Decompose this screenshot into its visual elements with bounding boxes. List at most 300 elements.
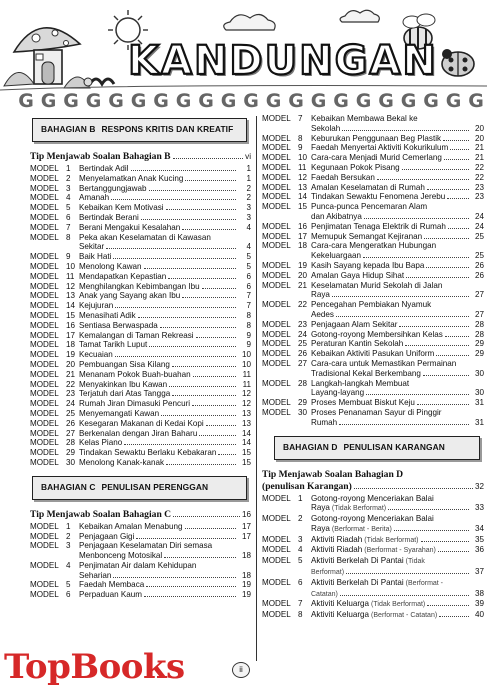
toc-entry[interactable]: [30, 419, 251, 429]
toc-entry[interactable]: [262, 143, 484, 153]
toc-entry[interactable]: [262, 494, 484, 515]
entry-body: [311, 143, 484, 153]
model-number: 13: [298, 182, 308, 192]
toc-entry[interactable]: [30, 272, 251, 282]
entry-page: 9: [246, 340, 251, 350]
entry-line: [311, 578, 484, 589]
entry-body: [79, 429, 251, 439]
entry-line: [311, 114, 484, 124]
model-number: 3: [66, 541, 71, 551]
entry-title: Kekeluargaan: [311, 251, 361, 261]
toc-entry[interactable]: [262, 300, 484, 320]
entry-body: [311, 349, 484, 359]
ring-icon: G: [288, 90, 304, 112]
entry-line: [311, 514, 484, 524]
model-number: 28: [298, 378, 308, 388]
entry-line: [79, 242, 251, 252]
toc-entry[interactable]: [30, 350, 251, 360]
entry-line: [311, 232, 484, 242]
ring-icon: G: [423, 90, 439, 112]
model-number: 2: [66, 173, 71, 183]
model-number: 22: [66, 379, 76, 389]
model-label: MODEL: [262, 339, 291, 349]
model-number: 7: [66, 222, 71, 232]
model-number: 7: [298, 114, 303, 123]
entry-page: 37: [474, 567, 484, 577]
model-number: 26: [66, 418, 76, 428]
entry-body: [311, 271, 484, 281]
model-number: 1: [66, 164, 71, 173]
model-label: MODEL: [262, 202, 291, 212]
toc-entry[interactable]: [262, 578, 484, 600]
left-column: [30, 114, 251, 600]
model-label: MODEL: [30, 164, 59, 173]
tip-c[interactable]: [30, 510, 251, 521]
entry-page: 4: [246, 242, 251, 252]
tip-text: Tip Menjawab Soalan Bahagian D: [262, 468, 404, 480]
entry-title: Kelas Piano: [79, 438, 123, 448]
toc-entry[interactable]: [30, 409, 251, 419]
entry-body: [311, 192, 484, 202]
model-number: 2: [66, 531, 71, 541]
toc-entry[interactable]: [30, 532, 251, 542]
entry-line: [311, 192, 484, 202]
ring-icon: G: [108, 90, 124, 112]
entry-line: [311, 369, 484, 379]
model-label: MODEL: [30, 203, 59, 213]
entry-page: 18: [241, 570, 251, 580]
model-number: 8: [66, 232, 71, 242]
entry-body: [79, 561, 251, 581]
entry-body: [311, 535, 484, 546]
toc-entry[interactable]: [30, 331, 251, 341]
entry-title: Kejujuran: [79, 301, 114, 311]
model-number: 7: [298, 599, 303, 609]
model-label: MODEL: [262, 378, 291, 388]
entry-page: 22: [474, 162, 484, 172]
toc-entry[interactable]: [30, 399, 251, 409]
section-label: BAHAGIAN C: [41, 481, 96, 492]
entry-body: [311, 556, 484, 578]
entry-line: [79, 321, 251, 331]
model-label: MODEL: [262, 599, 291, 609]
model-label: MODEL: [30, 359, 59, 369]
toc-entry[interactable]: [30, 389, 251, 399]
entry-page: 4: [246, 222, 251, 232]
entry-page: 13: [241, 408, 251, 418]
entry-title: Menghilangkan Kebimbangan Ibu: [79, 281, 200, 291]
toc-entry[interactable]: [30, 580, 251, 590]
model-number: 17: [298, 231, 308, 241]
entry-line: [79, 311, 251, 321]
topbooks-logo: TopBooks: [4, 647, 185, 687]
entry-title: Cara-cara Menjadi Murid Cemerlang: [311, 153, 442, 163]
entry-title: Aktiviti Riadah: [311, 534, 363, 544]
section-d-header: [274, 436, 480, 460]
entry-body: [79, 580, 251, 590]
toc-entry[interactable]: [262, 281, 484, 301]
entry-page: 14: [241, 438, 251, 448]
toc-entry[interactable]: [262, 359, 484, 379]
model-number: 12: [66, 281, 76, 291]
entry-title: Pencegahan Pembiakan Nyamuk: [311, 300, 432, 310]
toc-entry[interactable]: [262, 535, 484, 546]
model-label: MODEL: [30, 310, 59, 320]
model-label: MODEL: [262, 407, 291, 417]
entry-page: 5: [246, 252, 251, 262]
toc-entry[interactable]: [262, 232, 484, 242]
entry-line: [311, 173, 484, 183]
entry-body: [79, 438, 251, 448]
toc-entry[interactable]: [262, 379, 484, 399]
tip-b[interactable]: [30, 152, 251, 163]
entry-body: [311, 134, 484, 144]
entry-line: [311, 388, 484, 398]
entry-format: (Tidak Berformat): [371, 601, 426, 609]
toc-entry[interactable]: [262, 153, 484, 163]
entry-title: dan Akibatnya: [311, 211, 362, 221]
entry-line: [79, 561, 251, 571]
model-label: MODEL: [262, 398, 291, 408]
toc-entry[interactable]: [30, 590, 251, 600]
model-label: MODEL: [262, 270, 291, 280]
toc-entry[interactable]: [30, 370, 251, 380]
entry-line: [79, 370, 251, 380]
entry-page: 2: [246, 183, 251, 193]
model-number: 12: [298, 172, 308, 182]
entry-title: Amanah: [79, 193, 110, 203]
toc-entry[interactable]: [262, 398, 484, 408]
model-label: MODEL: [30, 590, 59, 600]
entry-line: [79, 419, 251, 429]
toc-entry[interactable]: [262, 545, 484, 556]
model-label: MODEL: [262, 280, 291, 290]
entry-line: [311, 320, 484, 330]
toc-entry[interactable]: [262, 114, 484, 134]
entry-line: [79, 380, 251, 390]
toc-entry[interactable]: [30, 522, 251, 532]
entry-line: [79, 291, 251, 301]
entry-body: [79, 301, 251, 311]
entry-page: 35: [474, 534, 484, 544]
model-label: MODEL: [262, 260, 291, 270]
toc-entry[interactable]: [30, 429, 251, 439]
entry-line: [79, 551, 251, 561]
entry-body: [79, 203, 251, 213]
page-title: KANDUNGAN: [128, 38, 438, 84]
toc-entry[interactable]: [30, 282, 251, 292]
model-number: 20: [298, 270, 308, 280]
entry-body: [311, 398, 484, 408]
model-number: 25: [66, 408, 76, 418]
entry-title: Penjagaan Gigi: [79, 531, 135, 541]
entry-page: 28: [474, 329, 484, 339]
toc-entry[interactable]: [30, 203, 251, 213]
entry-line: [311, 349, 484, 359]
entry-line: [311, 271, 484, 281]
entry-page: 8: [246, 310, 251, 320]
entry-page: 30: [474, 368, 484, 378]
entry-line: [79, 174, 251, 184]
entry-line: [311, 251, 484, 261]
toc-entry[interactable]: [262, 610, 484, 621]
section-c-list: [30, 522, 251, 600]
toc-entry[interactable]: [30, 438, 251, 448]
entry-line: [79, 532, 251, 542]
model-number: 16: [66, 320, 76, 330]
entry-page: 28: [474, 319, 484, 329]
entry-body: [311, 114, 484, 134]
entry-title: Mendapatkan Kepastian: [79, 271, 167, 281]
model-number: 3: [298, 534, 303, 544]
entry-line: [79, 301, 251, 311]
entry-body: [79, 409, 251, 419]
section-c-header: [32, 476, 247, 500]
model-label: MODEL: [30, 399, 59, 409]
entry-body: [311, 261, 484, 271]
model-label: MODEL: [30, 281, 59, 291]
ring-icon: G: [445, 90, 462, 112]
toc-entry[interactable]: [262, 320, 484, 330]
entry-line: [311, 300, 484, 310]
entry-title: Raya: [311, 503, 330, 513]
model-label: MODEL: [30, 350, 59, 360]
model-label: MODEL: [30, 379, 59, 389]
entry-title: Aktiviti Riadah: [311, 545, 363, 555]
entry-page: 34: [474, 523, 484, 533]
toc-entry[interactable]: [30, 184, 251, 194]
toc-entry[interactable]: [262, 261, 484, 271]
entry-format: (Berformat - Catatan): [371, 612, 438, 620]
entry-title: Penjagaan Alam Sekitar: [311, 319, 398, 329]
entry-body: [79, 311, 251, 321]
model-label: MODEL: [30, 232, 59, 242]
entry-line: [79, 458, 251, 468]
entry-body: [79, 399, 251, 409]
model-number: 5: [298, 556, 303, 566]
toc-entry[interactable]: [30, 252, 251, 262]
model-number: 6: [66, 590, 71, 600]
entry-line: [79, 448, 251, 458]
entry-page: 3: [246, 203, 251, 213]
entry-body: [311, 281, 484, 301]
model-label: MODEL: [30, 521, 59, 531]
toc-entry[interactable]: [262, 514, 484, 535]
entry-body: [311, 359, 484, 379]
toc-entry[interactable]: [30, 360, 251, 370]
model-label: MODEL: [30, 428, 59, 438]
entry-line: [311, 124, 484, 134]
entry-title: Faedah Bersukan: [311, 172, 375, 182]
model-number: 28: [66, 438, 76, 448]
entry-body: [311, 545, 484, 556]
entry-page: 25: [474, 231, 484, 241]
entry-body: [311, 514, 484, 535]
entry-line: [311, 599, 484, 610]
entry-line: [79, 193, 251, 203]
ring-icon: G: [175, 90, 192, 112]
entry-body: [311, 320, 484, 330]
toc-entry[interactable]: [30, 213, 251, 223]
toc-entry[interactable]: [262, 241, 484, 261]
entry-body: [79, 223, 251, 233]
model-number: 10: [298, 153, 308, 163]
ring-icon: G: [63, 90, 79, 112]
toc-entry[interactable]: [262, 134, 484, 144]
toc-entry[interactable]: [30, 448, 251, 458]
entry-page: 38: [474, 588, 484, 598]
toc-entry[interactable]: [30, 561, 251, 581]
toc-entry[interactable]: [262, 173, 484, 183]
model-number: 5: [66, 203, 71, 213]
ring-icon: G: [220, 90, 237, 112]
entry-title: Rumah Jiran Dimasuki Pencuri: [79, 399, 191, 409]
entry-page: 10: [241, 359, 251, 369]
model-number: 15: [66, 310, 76, 320]
model-label: MODEL: [30, 291, 59, 301]
entry-format: Catatan): [311, 590, 338, 598]
entry-line: [311, 290, 484, 300]
entry-title: Perpaduan Kaum: [79, 590, 142, 600]
entry-line: [311, 556, 484, 567]
entry-title: Berani Mengakui Kesalahan: [79, 222, 181, 232]
entry-title: Sentiasa Berwaspada: [79, 320, 158, 330]
entry-body: [311, 610, 484, 621]
entry-page: 10: [241, 350, 251, 360]
entry-page: 19: [241, 590, 251, 600]
entry-line: [311, 310, 484, 320]
entry-page: 14: [241, 428, 251, 438]
toc-entry[interactable]: [262, 222, 484, 232]
ring-icon: G: [243, 90, 259, 112]
entry-format: (Berformat -: [405, 579, 444, 587]
entry-page: 30: [474, 388, 484, 398]
entry-line: [79, 429, 251, 439]
entry-title: Menyemangati Kawan: [79, 408, 160, 418]
entry-title: Proses Membuat Biskut Keju: [311, 398, 415, 408]
entry-body: [79, 360, 251, 370]
entry-title: Kebaikan Aktiviti Pasukan Uniform: [311, 349, 435, 359]
model-number: 16: [298, 221, 308, 231]
entry-body: [79, 193, 251, 203]
entry-body: [79, 164, 251, 174]
entry-body: [79, 331, 251, 341]
entry-line: [79, 340, 251, 350]
model-number: 29: [298, 398, 308, 408]
entry-page: 36: [474, 545, 484, 555]
entry-body: [79, 213, 251, 223]
entry-line: [311, 408, 484, 418]
toc-entry[interactable]: [30, 164, 251, 174]
entry-page: 21: [474, 153, 484, 163]
ring-icon: G: [265, 90, 282, 112]
toc-entry[interactable]: [262, 192, 484, 202]
entry-title: Gotong-royong Membersihkan Kelas: [311, 329, 443, 339]
model-number: 14: [66, 301, 76, 311]
entry-body: [79, 541, 251, 561]
toc-entry[interactable]: [262, 183, 484, 193]
tip-text: Tip Menjawab Soalan Bahagian C: [30, 508, 172, 520]
model-label: MODEL: [30, 340, 59, 350]
entry-line: [311, 545, 484, 556]
entry-title: Sekitar: [79, 242, 105, 252]
entry-title: Penjimatan Tenaga Elektrik di Rumah: [311, 221, 446, 231]
entry-title: Pembuangan Sisa Kilang: [79, 359, 170, 369]
entry-line: [79, 438, 251, 448]
model-number: 4: [66, 193, 71, 203]
entry-page: 17: [241, 531, 251, 541]
toc-entry[interactable]: [262, 202, 484, 222]
entry-title: Aktiviti Berkelah Di Pantai: [311, 556, 404, 566]
toc-entry[interactable]: [30, 340, 251, 350]
entry-line: [79, 223, 251, 233]
toc-entry[interactable]: [30, 458, 251, 468]
entry-page: 29: [474, 339, 484, 349]
model-label: MODEL: [30, 531, 59, 541]
model-label: MODEL: [30, 271, 59, 281]
ring-icon: G: [85, 90, 102, 112]
toc-entry[interactable]: [30, 233, 251, 253]
toc-entry[interactable]: [30, 291, 251, 301]
model-label: MODEL: [262, 534, 291, 544]
entry-line: [79, 541, 251, 551]
entry-title: Kebaikan Membawa Bekal ke: [311, 114, 418, 123]
toc-entry[interactable]: [262, 556, 484, 578]
toc-entry[interactable]: [30, 223, 251, 233]
model-number: 3: [66, 183, 71, 193]
toc-entry[interactable]: [262, 271, 484, 281]
model-number: 25: [298, 339, 308, 349]
model-number: 27: [66, 428, 76, 438]
model-label: MODEL: [262, 545, 291, 555]
entry-page: 3: [246, 212, 251, 222]
entry-line: [79, 203, 251, 213]
model-label: MODEL: [262, 153, 291, 163]
entry-body: [79, 389, 251, 399]
toc-entry[interactable]: [262, 330, 484, 340]
entry-format: (Berformat - Berita): [331, 525, 392, 533]
entry-page: 31: [474, 417, 484, 427]
entry-body: [311, 300, 484, 320]
toc-entry[interactable]: [262, 163, 484, 173]
toc-entry[interactable]: [30, 193, 251, 203]
entry-format: (Berformat - Syarahan): [364, 547, 436, 555]
toc-entry[interactable]: [262, 408, 484, 428]
entry-title: Cara-cara Mengeratkan Hubungan: [311, 241, 437, 251]
model-number: 24: [298, 329, 308, 339]
toc-entry[interactable]: [30, 321, 251, 331]
toc-entry[interactable]: [30, 262, 251, 272]
entry-line: [79, 580, 251, 590]
entry-page: 22: [474, 172, 484, 182]
model-number: 6: [298, 577, 303, 587]
entry-title: Proses Penanaman Sayur di Pinggir: [311, 407, 442, 417]
entry-line: [79, 282, 251, 292]
toc-entry[interactable]: [262, 349, 484, 359]
toc-entry[interactable]: [262, 339, 484, 349]
entry-body: [311, 232, 484, 242]
toc-entry[interactable]: [30, 380, 251, 390]
ring-icon: G: [355, 90, 372, 112]
entry-line: [311, 163, 484, 173]
entry-body: [79, 532, 251, 542]
toc-entry[interactable]: [30, 541, 251, 561]
toc-entry[interactable]: [30, 174, 251, 184]
toc-entry[interactable]: [262, 599, 484, 610]
tip-d[interactable]: [262, 470, 484, 493]
toc-entry[interactable]: [30, 301, 251, 311]
toc-entry[interactable]: [30, 311, 251, 321]
